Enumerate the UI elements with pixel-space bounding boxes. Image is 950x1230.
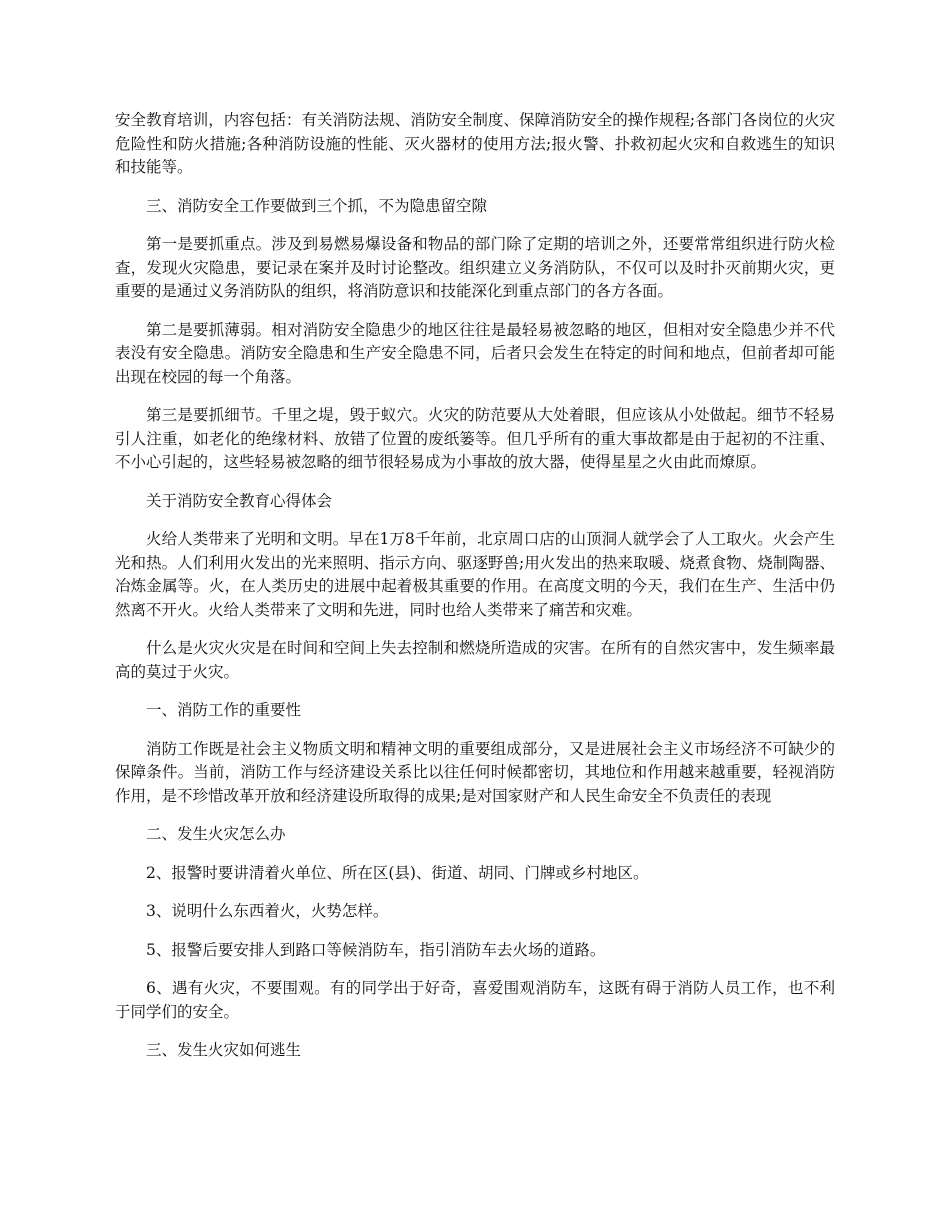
heading-what-to-do: 二、发生火灾怎么办	[146, 825, 286, 843]
paragraph-importance: 消防工作既是社会主义物质文明和精神文明的重要组成部分，又是进展社会主义市场经济不可缺少的保障条件。当前，消防工作与经济建设关系比以往任何时候都密切，其地位和作用越来越重要，轻视消防作用，是不珍惜改革开放和经济建设所取得的成果;是对国家财产和人民生命安全不负责任的表现	[115, 739, 835, 805]
heading-importance: 一、消防工作的重要性	[146, 701, 302, 719]
document-page	[115, 109, 835, 1078]
section-title-reflections: 关于消防安全教育心得体会	[146, 491, 333, 510]
heading-how-to-escape: 三、发生火灾如何逃生	[146, 1041, 302, 1059]
heading-three-grasps: 三、消防安全工作要做到三个抓，不为隐患留空隙	[146, 196, 488, 215]
paragraph-grasp-weak-points: 第二是要抓薄弱。相对消防安全隐患少的地区往往是最轻易被忽略的地区，但相对安全隐患少并不代表没有安全隐患。消防安全隐患和生产安全隐患不同，后者只会发生在特定的时间和地点，但前者却可能出现在校园的每一个角落。	[115, 320, 835, 386]
paragraph-fire-history: 火给人类带来了光明和文明。早在1万8千年前，北京周口店的山顶洞人就学会了人工取火。火会产生光和热。人们利用火发出的光来照明、指示方向、驱逐野兽;用火发出的热来取暖、烧煮食物、烧制陶器、冶炼金属等。火，在人类历史的进展中起着极其重要的作用。在高度文明的今天，我们在生产、生活中仍然离不开火。火给人类带来了文明和先进，同时也给人类带来了痛苦和灾难。	[115, 530, 835, 619]
paragraph-training-content: 安全教育培训，内容包括：有关消防法规、消防安全制度、保障消防安全的操作规程;各部门各岗位的火灾危险性和防火措施;各种消防设施的性能、灭火器材的使用方法;报火警、扑救初起火灾和自救逃生的知识和技能等。	[115, 111, 835, 176]
list-item-no-onlooking: 6、遇有火灾，不要围观。有的同学出于好奇，喜爱围观消防车，这既有碍于消防人员工作，也不利于同学们的安全。	[115, 979, 835, 1021]
paragraph-grasp-details: 第三是要抓细节。千里之堤，毁于蚁穴。火灾的防范要从大处着眼，但应该从小处做起。细节不轻易引人注重，如老化的绝缘材料、放错了位置的废纸篓等。但几乎所有的重大事故都是由于起初的不注重、不小心引起的，这些轻易被忽略的细节很轻易成为小事故的放大器，使得星星之火由此而燎原。	[115, 406, 835, 471]
list-item-report-location: 2、报警时要讲清着火单位、所在区(县)、街道、胡同、门牌或乡村地区。	[146, 863, 649, 882]
paragraph-fire-definition: 什么是火灾火灾是在时间和空间上失去控制和燃烧所造成的灾害。在所有的自然灾害中，发生频率最高的莫过于火灾。	[115, 639, 835, 681]
list-item-guide-truck: 5、报警后要安排人到路口等候消防车，指引消防车去火场的道路。	[146, 940, 606, 959]
paragraph-grasp-key-points: 第一是要抓重点。涉及到易燃易爆设备和物品的部门除了定期的培训之外，还要常常组织进行防火检查，发现火灾隐患，要记录在案并及时讨论整改。组织建立义务消防队，不仅可以及时扑灭前期火灾，更重要的是通过义务消防队的组织，将消防意识和技能深化到重点部门的各方各面。	[115, 235, 835, 300]
list-item-describe-fire: 3、说明什么东西着火，火势怎样。	[146, 902, 389, 920]
